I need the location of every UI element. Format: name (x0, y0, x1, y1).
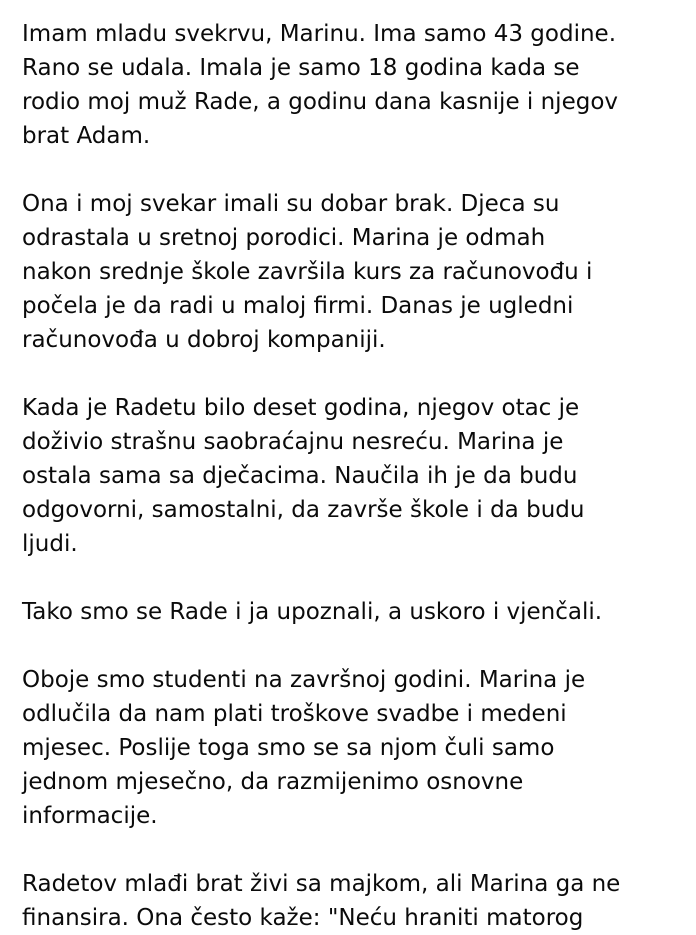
text-line: odlučila da nam plati troškove svadbe i medeni (22, 701, 567, 727)
text-line: ostala sama sa dječacima. Naučila ih je da budu (22, 463, 578, 489)
paragraph-spacer (22, 629, 692, 663)
text-line: računovođa u dobroj kompaniji. (22, 327, 386, 353)
text-line: jednom mjesečno, da razmijenimo osnovne (22, 769, 524, 795)
text-line: Radetov mlađi brat živi sa majkom, ali Marina ga ne (22, 871, 621, 897)
paragraph-spacer (22, 833, 692, 867)
document-body (22, 0, 692, 935)
text-line: odrastala u sretnoj porodici. Marina je odmah (22, 225, 546, 251)
paragraph-4 (22, 595, 692, 629)
text-line: Imam mladu svekrvu, Marinu. Ima samo 43 godine. (22, 21, 617, 47)
paragraph-1 (22, 17, 692, 153)
text-line: nakon srednje škole završila kurs za računovođu i (22, 259, 593, 285)
text-line: počela je da radi u maloj firmi. Danas je ugledni (22, 293, 574, 319)
text-line: ljudi. (22, 531, 78, 557)
paragraph-5 (22, 663, 692, 833)
paragraph-spacer (22, 561, 692, 595)
text-line: Rano se udala. Imala je samo 18 godina kada se (22, 55, 580, 81)
text-line: brat Adam. (22, 123, 151, 149)
text-line: Ona i moj svekar imali su dobar brak. Djeca su (22, 191, 560, 217)
text-line: odgovorni, samostalni, da završe škole i da budu (22, 497, 585, 523)
paragraph-2 (22, 187, 692, 357)
text-line: finansira. Ona često kaže: "Neću hraniti matorog (22, 905, 584, 931)
text-line: Kada je Radetu bilo deset godina, njegov otac je (22, 395, 580, 421)
text-line: informacije. (22, 803, 158, 829)
text-line: doživio strašnu saobraćajnu nesreću. Marina je (22, 429, 564, 455)
text-line: Oboje smo studenti na završnoj godini. Marina je (22, 667, 586, 693)
paragraph-spacer (22, 153, 692, 187)
paragraph-spacer (22, 357, 692, 391)
text-line: mjesec. Poslije toga smo se sa njom čuli samo (22, 735, 555, 761)
text-line: Tako smo se Rade i ja upoznali, a uskoro i vjenčali. (22, 599, 603, 625)
text-line: rodio moj muž Rade, a godinu dana kasnije i njegov (22, 89, 619, 115)
paragraph-3 (22, 391, 692, 561)
paragraph-6 (22, 867, 692, 935)
